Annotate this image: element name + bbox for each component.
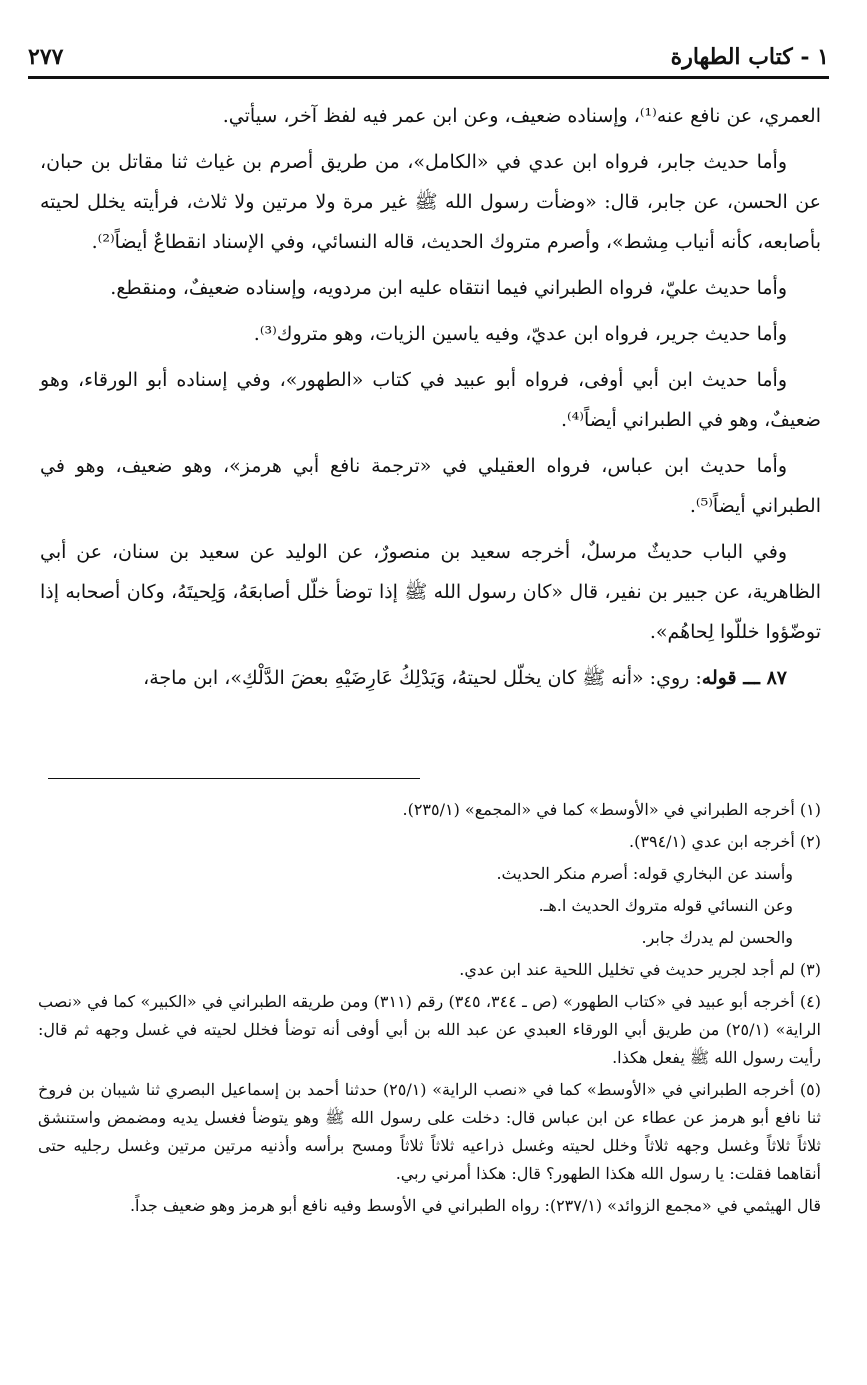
- footnote: (٣) لم أجد لجرير حديث في تخليل اللحية عند ابن عدي.: [459, 960, 821, 979]
- paragraph: وأما حديث ابن أبي أوفى، فرواه أبو عبيد في كتاب «الطهور»، وفي إسناده أبو الورقاء، وهو ضعيفٌ، وهو في الطبراني أيضاً⁽⁴⁾.: [40, 369, 821, 431]
- entry-heading: ٨٧ ـــ قوله: [701, 667, 787, 689]
- entry-text: : روي: «أنه ﷺ كان يخلّل لحيتهُ، وَيَدْلِكُ عَارِضَيْهِ بعضَ الدَّلْكِ»، ابن ماجة،: [143, 667, 702, 689]
- main-text: [40, 96, 821, 704]
- header-rule: [28, 76, 829, 79]
- footnote: (١) أخرجه الطبراني في «الأوسط» كما في «المجمع» (٢٣٥/١).: [402, 800, 821, 819]
- paragraph: وأما حديث جرير، فرواه ابن عديّ، وفيه ياسين الزيات، وهو متروك⁽³⁾.: [253, 323, 787, 345]
- footnote: (٥) أخرجه الطبراني في «الأوسط» كما في «نصب الراية» (٢٥/١) حدثنا أحمد بن إسماعيل البصري ثنا شيبان بن فروخ ثنا نافع أبو هرمز عن عطاء عن ابن عباس قال: دخلت على رسول الله ﷺ وهو يتوضأ فغسل يديه ومضمض واستنشق ثلاثاً ثلاثاً وغسل وجهه ثلاثاً وخلل لحيته وغسل ذراعيه ثلاثاً ثلاثاً ومسح برأسه وأذنيه مرتين مرتين وغسل رجليه حتى أنقاهما فقلت: يا رسول الله هكذا الطهور؟ قال: هكذا أمرني ربي.: [38, 1080, 821, 1183]
- footnote-line: وأسند عن البخاري قوله: أصرم منكر الحديث.: [496, 864, 793, 883]
- footnote-line: وعن النسائي قوله متروك الحديث ا.هـ.: [538, 896, 793, 915]
- footnote: (٢) أخرجه ابن عدي (٣٩٤/١).: [629, 832, 821, 851]
- footnote-separator: [48, 778, 420, 779]
- paragraph: وأما حديث ابن عباس، فرواه العقيلي في «ترجمة نافع أبي هرمز»، وهو ضعيف، وهو في الطبراني أيضاً⁽⁵⁾.: [40, 455, 821, 517]
- paragraph: العمري، عن نافع عنه⁽¹⁾، وإسناده ضعيف، وعن ابن عمر فيه لفظ آخر، سيأتي.: [222, 105, 821, 127]
- page-header: [28, 30, 829, 70]
- paragraph: [40, 658, 821, 698]
- footnote: قال الهيثمي في «مجمع الزوائد» (٢٣٧/١): رواه الطبراني في الأوسط وفيه نافع أبو هرمز وهو ضعيف جداً.: [129, 1196, 821, 1215]
- paragraph: وأما حديث جابر، فرواه ابن عدي في «الكامل»، من طريق أصرم بن غياث ثنا مقاتل بن حبان، عن الحسن، عن جابر، قال: «وضأت رسول الله ﷺ غير مرة ولا مرتين ولا ثلاث، فرأيته يخلل لحيته بأصابعه، كأنه أنياب مِشط»، وأصرم متروك الحديث، قاله النسائي، وفي الإسناد انقطاعٌ أيضاً⁽²⁾.: [40, 151, 821, 253]
- footnote-line: والحسن لم يدرك جابر.: [641, 928, 793, 947]
- paragraph: وفي الباب حديثٌ مرسلٌ، أخرجه سعيد بن منصورٌ، عن الوليد عن سعيد بن سنان، عن أبي الظاهرية، عن جبير بن نفير، قال «كان رسول الله ﷺ إذا توضأ خلّل أصابعَهُ، وَلِحيتَهُ، وكان أصحابه إذا توضّؤوا خللّوا لِحاهُم».: [40, 541, 821, 643]
- footnotes: [38, 796, 821, 1224]
- chapter-title: ١ - كتاب الطهارة: [670, 44, 829, 70]
- paragraph: وأما حديث عليّ، فرواه الطبراني فيما انتقاه عليه ابن مردويه، وإسناده ضعيفٌ، ومنقطع.: [110, 277, 787, 299]
- footnote: (٤) أخرجه أبو عبيد في «كتاب الطهور» (ص ـ ٣٤٤، ٣٤٥) رقم (٣١١) ومن طريقه الطبراني في «الكبير» كما في «نصب الراية» (٢٥/١) من طريق أبي الورقاء العبدي عن عبد الله بن أبي أوفى أنه توضأ فخلل لحيته في غسل وجهه ثم قال: رأيت رسول الله ﷺ يفعل هكذا.: [38, 992, 822, 1067]
- page-number: ٢٧٧: [28, 44, 64, 70]
